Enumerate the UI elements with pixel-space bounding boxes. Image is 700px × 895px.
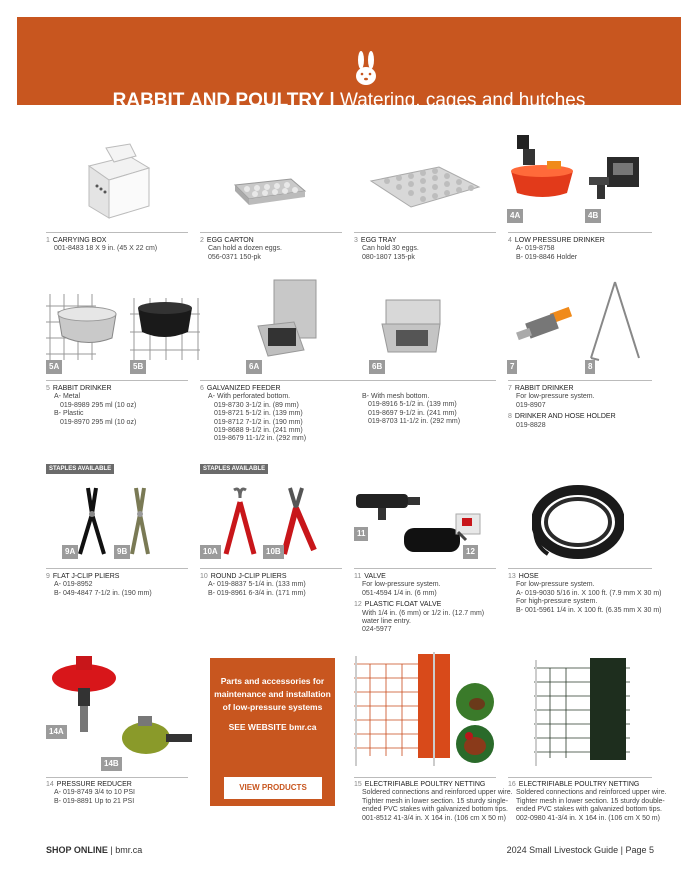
drinker-holder-image: [585, 151, 645, 203]
promo-website[interactable]: SEE WEBSITE bmr.ca: [228, 722, 317, 732]
product-flat-pliers: 9 FLAT J-CLIP PLIERS A- 019-8952 B- 049-4847 7-1/2 in. (190 mm): [46, 573, 152, 597]
product-egg-carton: 2 EGG CARTON Can hold a dozen eggs. 056-0371 150-pk: [200, 237, 282, 261]
rabbit-drinker-nipple-image: [513, 306, 575, 346]
product-hose: 13 HOSE For low-pressure system. A- 019-9030 5/16 in. X 100 ft. (7.9 mm X 30 m) For high-pressure system. B- 001-5961 1/4 in. X 100 ft. (6.35 mm X 30 m): [508, 573, 662, 614]
promo-line: of low-pressure systems: [222, 702, 323, 712]
badge-9b: 9B: [114, 545, 130, 559]
chicken-photo-1: [455, 682, 495, 722]
staples-available-tag: STAPLES AVAILABLE: [200, 464, 268, 474]
product-carrying-box: 1 CARRYING BOX 001-8483 18 X 9 in. (45 X 22 cm): [46, 237, 158, 253]
product-poultry-netting-15: 15 ELECTRIFIABLE POULTRY NETTING Soldered connections and reinforced upper wire. Tighter mesh in lower section. 15 sturdy single- ended PVC stakes with galvanized bottom tips. 001-8512 41-3/4 in. X 164 in. (106 cm X 50 m): [354, 781, 513, 822]
product-rabbit-drinker-7: 7 RABBIT DRINKER For low-pressure system. 019-8907 8 DRINKER AND HOSE HOLDER 019-8828: [508, 385, 616, 429]
badge-14a: 14A: [46, 725, 67, 739]
divider: [354, 777, 496, 778]
feeder-perforated-image: [254, 278, 320, 362]
promo-panel: [210, 658, 335, 806]
divider: [508, 777, 652, 778]
rabbit-icon: [351, 51, 381, 87]
promo-line: Parts and accessories for: [220, 676, 325, 686]
badge-5b: 5B: [130, 360, 146, 374]
flat-pliers-a-image: [74, 484, 110, 556]
divider: [354, 232, 496, 233]
page-title: [17, 90, 681, 112]
badge-10a: 10A: [200, 545, 221, 559]
low-pressure-drinker-image: [509, 131, 579, 211]
divider: [354, 568, 496, 569]
badge-12: 12: [463, 545, 478, 559]
divider: [508, 568, 652, 569]
hose-coil-image: [532, 484, 624, 560]
chicken-photo-2: [455, 724, 495, 764]
promo-line: maintenance and installation: [214, 689, 331, 699]
page-subtitle: Watering, cages and hutches: [339, 90, 586, 111]
footer-shop-online[interactable]: [46, 845, 142, 855]
divider: [200, 380, 496, 381]
divider: [46, 568, 188, 569]
badge-6b: 6B: [369, 360, 385, 374]
feeder-mesh-image: [380, 294, 444, 358]
title-separator: |: [329, 90, 335, 111]
badge-10b: 10B: [263, 545, 284, 559]
header-banner: [17, 17, 681, 111]
product-galvanized-feeder: 6 GALVANIZED FEEDER A- With perforated bottom. 019-8730 3-1/2 in. (89 mm) 019-8721 5-1/2 in. (139 mm) 019-8712 7-1/2 in. (190 mm) 019-8688 9-1/2 in. (241 mm) 019-8679 11-1/2 in. (292 mm): [200, 385, 307, 443]
footer-separator: |: [110, 845, 113, 855]
divider: [46, 777, 188, 778]
badge-8: 8: [585, 360, 595, 374]
category-title: RABBIT AND POULTRY: [112, 90, 325, 111]
divider: [46, 232, 188, 233]
footer-page-info: 2024 Small Livestock Guide | Page 5: [506, 845, 654, 855]
hose-holder-image: [585, 278, 645, 364]
divider: [46, 380, 188, 381]
product-valve: 11 VALVE For low-pressure system. 051-4594 1/4 in. (6 mm) 12 PLASTIC FLOAT VALVE With 1/4 in. (6 mm) or 1/2 in. (12.7 mm) water line entry. 024-5977: [354, 573, 485, 634]
badge-4b: 4B: [585, 209, 601, 223]
poultry-netting-green-image: [530, 656, 634, 768]
product-galvanized-feeder-mesh: B- With mesh bottom. 019-8916 5-1/2 in. (139 mm) 019-8697 9-1/2 in. (241 mm) 019-8703 11-1/2 in. (292 mm): [362, 393, 461, 426]
metal-rabbit-drinker-image: [46, 290, 126, 362]
product-poultry-netting-16: 16 ELECTRIFIABLE POULTRY NETTING Soldered connections and reinforced upper wire. Tighter mesh in lower section. 15 sturdy double- ended PVC stakes with galvanized bottom tips. 002-0980 41-3/4 in. X 164 in. (106 cm X 50 m): [508, 781, 667, 822]
footer-site-link: bmr.ca: [115, 845, 143, 855]
divider: [508, 232, 652, 233]
badge-5a: 5A: [46, 360, 62, 374]
pressure-reducer-b-image: [110, 712, 194, 762]
carrying-box-image: [84, 136, 154, 221]
badge-14b: 14B: [101, 757, 122, 771]
divider: [200, 568, 342, 569]
view-products-button[interactable]: VIEW PRODUCTS: [224, 777, 322, 799]
product-low-pressure-drinker: 4 LOW PRESSURE DRINKER A- 019-8758 B- 019-8846 Holder: [508, 237, 605, 261]
egg-tray-image: [367, 163, 483, 213]
shop-online-label: SHOP ONLINE: [46, 845, 108, 855]
divider: [508, 380, 652, 381]
badge-9a: 9A: [62, 545, 78, 559]
plastic-rabbit-drinker-image: [130, 294, 200, 362]
badge-4a: 4A: [507, 209, 523, 223]
product-round-pliers: 10 ROUND J-CLIP PLIERS A- 019-8837 5-1/4 in. (133 mm) B- 019-8961 6-3/4 in. (171 mm): [200, 573, 306, 597]
badge-11: 11: [354, 527, 368, 541]
badge-6a: 6A: [246, 360, 262, 374]
product-pressure-reducer: 14 PRESSURE REDUCER A- 019-8749 3/4 to 10 PSI B- 019-8891 Up to 21 PSI: [46, 781, 135, 805]
badge-7: 7: [507, 360, 517, 374]
product-rabbit-drinker: 5 RABBIT DRINKER A- Metal 019-8989 295 ml (10 oz) B- Plastic 019-8970 295 ml (10 oz): [46, 385, 137, 426]
egg-carton-image: [231, 177, 307, 207]
round-pliers-a-image: [220, 484, 260, 556]
poultry-netting-orange-image: [350, 650, 454, 770]
divider: [200, 232, 342, 233]
staples-available-tag: STAPLES AVAILABLE: [46, 464, 114, 474]
product-egg-tray: 3 EGG TRAY Can hold 30 eggs. 080-1807 135-pk: [354, 237, 419, 261]
